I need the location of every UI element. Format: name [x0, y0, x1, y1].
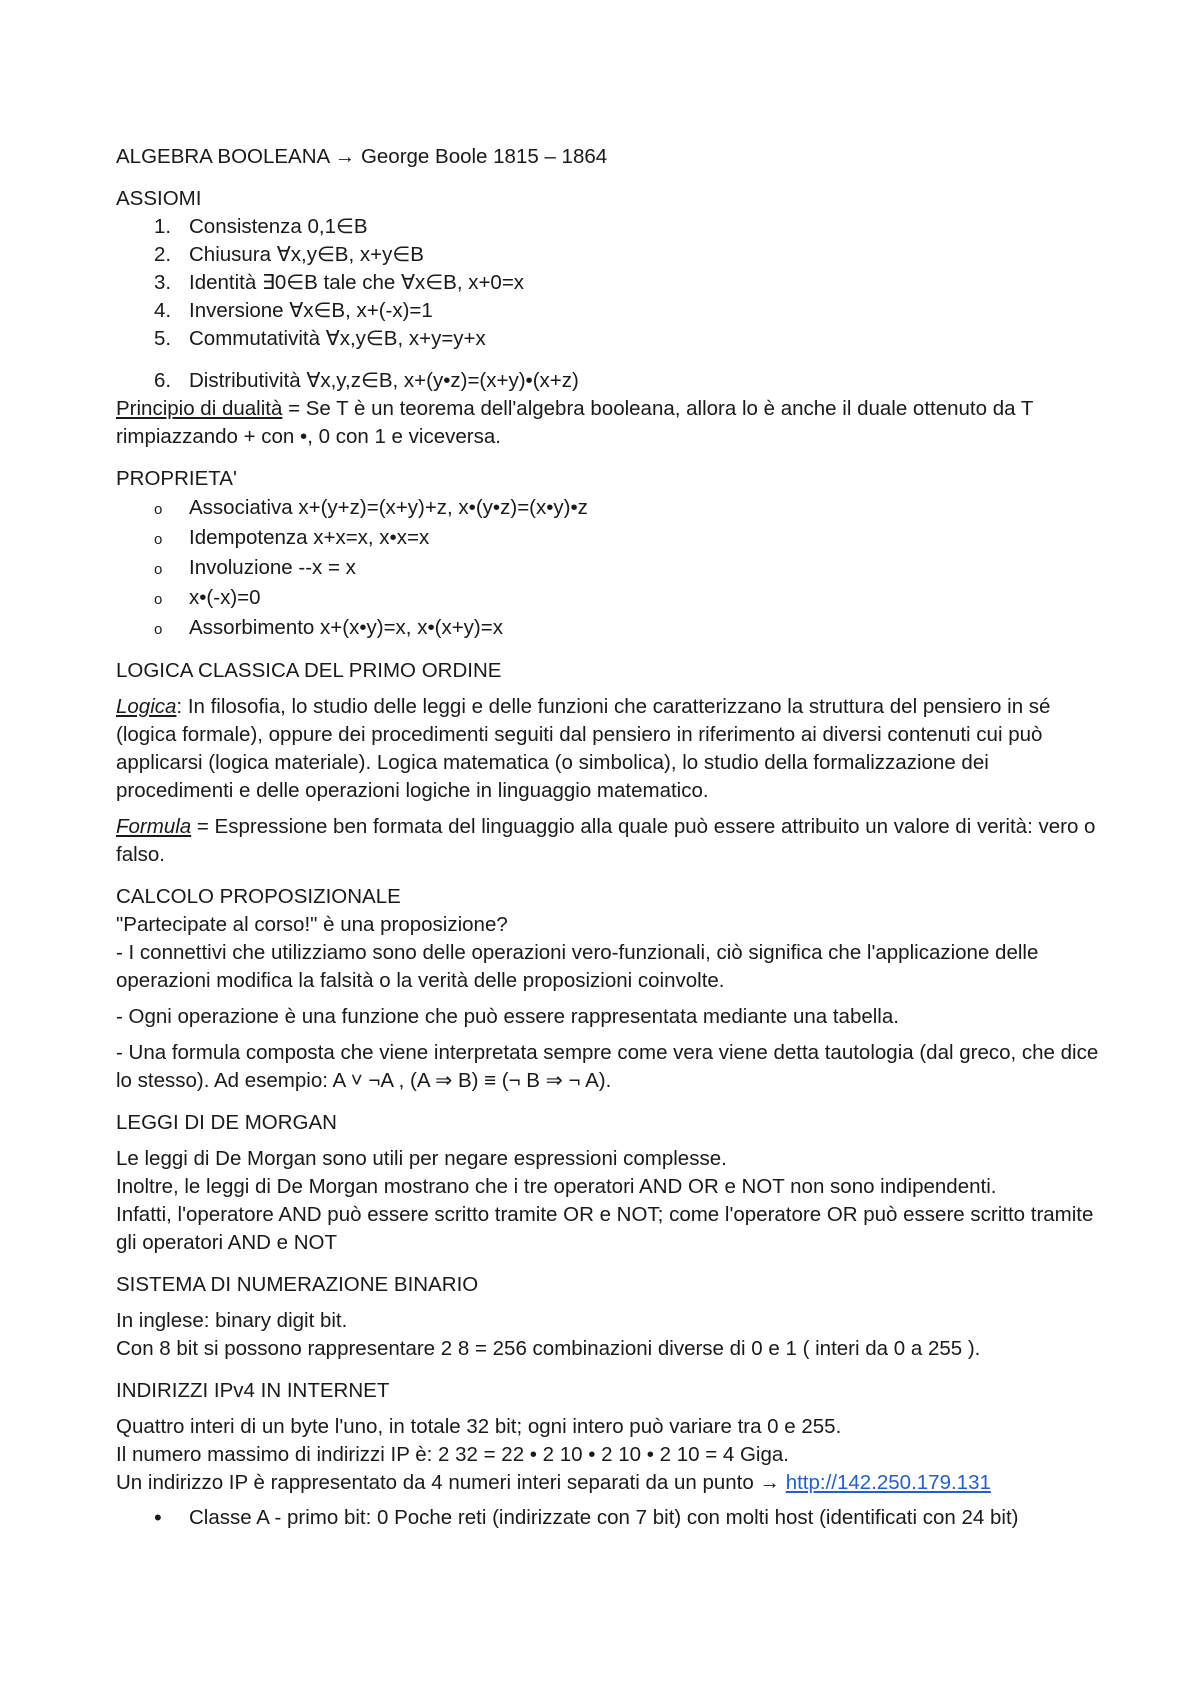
proprieta-list [116, 493, 1101, 643]
heading-calcolo-proposizionale: CALCOLO PROPOSIZIONALE [116, 885, 401, 908]
logica-paragraph [116, 693, 1101, 805]
list-item [116, 213, 1101, 241]
formula-label: Formula [116, 815, 192, 838]
ipv4-line: Quattro interi di un byte l'uno, in totale 32 bit; ogni intero può variare tra 0 e 255. [116, 1415, 842, 1438]
de-morgan-line: Le leggi di De Morgan sono utili per negare espressioni complesse. [116, 1147, 727, 1170]
binario-line: Con 8 bit si possono rappresentare 2 8 = 256 combinazioni diverse di 0 e 1 ( interi da 0 a 255 ). [116, 1337, 981, 1360]
list-item-text: Commutatività ∀x,y∈B, x+y=y+x [189, 327, 486, 350]
heading-de-morgan: LEGGI DI DE MORGAN [116, 1111, 337, 1134]
heading-sistema-binario: SISTEMA DI NUMERAZIONE BINARIO [116, 1273, 479, 1296]
heading-proprieta: PROPRIETA' [116, 467, 237, 490]
heading-algebra-booleana: ALGEBRA BOOLEANA → George Boole 1815 – 1864 [116, 145, 608, 168]
calcolo-line: "Partecipate al corso!" è una proposizione? [116, 913, 508, 936]
list-item-text: Chiusura ∀x,y∈B, x+y∈B [189, 243, 424, 266]
list-item-text: Identità ∃0∈B tale che ∀x∈B, x+0=x [189, 271, 525, 294]
list-item [116, 297, 1101, 325]
list-marker: o [154, 621, 163, 638]
de-morgan-line: Inoltre, le leggi di De Morgan mostrano che i tre operatori AND OR e NOT non sono indipendenti. [116, 1175, 997, 1198]
list-item [116, 367, 1101, 395]
list-number: 3. [154, 271, 172, 294]
bullet-marker: • [154, 1505, 162, 1530]
list-item [116, 583, 1101, 613]
list-marker: o [154, 531, 163, 548]
list-item-text: Consistenza 0,1∈B [189, 215, 368, 238]
list-item [116, 241, 1101, 269]
ipv4-link-line [116, 1469, 1101, 1497]
list-item-text: x•(-x)=0 [189, 586, 261, 609]
binario-line: In inglese: binary digit bit. [116, 1309, 348, 1332]
list-item [116, 269, 1101, 297]
list-item-text: Associativa x+(y+z)=(x+y)+z, x•(y•z)=(x•y)•z [189, 496, 588, 519]
calcolo-line: - Una formula composta che viene interpretata sempre come vera viene detta tautologia (dal greco, che dice lo stesso). Ad esempio: A ˅ ¬A , (A ⇒ B) ≡ (¬ B ⇒ ¬ A). [116, 1041, 1099, 1092]
logica-label: Logica [116, 695, 177, 718]
list-item-text: Involuzione --x = x [189, 556, 356, 579]
list-item-text: Idempotenza x+x=x, x•x=x [189, 526, 430, 549]
list-item [116, 325, 1101, 353]
list-item [116, 553, 1101, 583]
list-item-text: Classe A - primo bit: 0 Poche reti (indirizzate con 7 bit) con molti host (identificati con 24 bit) [189, 1506, 1019, 1529]
calcolo-line: - Ogni operazione è una funzione che può essere rappresentata mediante una tabella. [116, 1005, 899, 1028]
assiomi-list [116, 213, 1101, 395]
list-item [116, 1503, 1101, 1533]
de-morgan-line: Infatti, l'operatore AND può essere scritto tramite OR e NOT; come l'operatore OR può essere scritto tramite gli operatori AND e NOT [116, 1203, 1094, 1254]
heading-assiomi: ASSIOMI [116, 187, 202, 210]
heading-logica-classica: LOGICA CLASSICA DEL PRIMO ORDINE [116, 659, 502, 682]
list-item-text: Assorbimento x+(x•y)=x, x•(x+y)=x [189, 616, 503, 639]
principio-dualita-paragraph [116, 395, 1101, 451]
list-number: 4. [154, 299, 172, 322]
list-number: 5. [154, 327, 172, 350]
principio-dualita-text: = Se T è un teorema dell'algebra booleana, allora lo è anche il duale ottenuto da T rimpiazzando + con •, 0 con 1 e viceversa. [116, 397, 1033, 448]
ip-address-link[interactable]: http://142.250.179.131 [785, 1471, 991, 1494]
list-item [116, 523, 1101, 553]
formula-paragraph [116, 813, 1101, 869]
ipv4-link-prefix: Un indirizzo IP è rappresentato da 4 numeri interi separati da un punto → [116, 1471, 786, 1494]
list-marker: o [154, 561, 163, 578]
list-marker: o [154, 501, 163, 518]
ipv4-line: Il numero massimo di indirizzi IP è: 2 32 = 22 • 2 10 • 2 10 • 2 10 = 4 Giga. [116, 1443, 789, 1466]
formula-text: = Espressione ben formata del linguaggio alla quale può essere attribuito un valore di verità: vero o falso. [116, 815, 1096, 866]
list-item-text: Distributività ∀x,y,z∈B, x+(y•z)=(x+y)•(x+z) [189, 369, 579, 392]
ipv4-classes-list [116, 1503, 1101, 1533]
list-number: 2. [154, 243, 172, 266]
list-item [116, 493, 1101, 523]
calcolo-line: - I connettivi che utilizziamo sono delle operazioni vero-funzionali, ciò significa che l'applicazione delle operazioni modifica la falsità o la verità delle proposizioni coinvolte. [116, 941, 1039, 992]
document-body [116, 143, 1101, 1533]
heading-indirizzi-ipv4: INDIRIZZI IPv4 IN INTERNET [116, 1379, 390, 1402]
list-number: 1. [154, 215, 172, 238]
principio-dualita-label: Principio di dualità [116, 397, 283, 420]
list-item [116, 613, 1101, 643]
list-item-text: Inversione ∀x∈B, x+(-x)=1 [189, 299, 433, 322]
list-number: 6. [154, 369, 172, 392]
logica-text: : In filosofia, lo studio delle leggi e delle funzioni che caratterizzano la struttura del pensiero in sé (logica formale), oppure dei procedimenti seguiti dal pensiero in riferimento ai diversi contenuti cui può applicarsi (logica materiale). Logica matematica (o simbolica), lo studio della formalizzazione dei procedimenti e delle operazioni logiche in linguaggio matematico. [116, 695, 1051, 802]
list-marker: o [154, 591, 163, 608]
